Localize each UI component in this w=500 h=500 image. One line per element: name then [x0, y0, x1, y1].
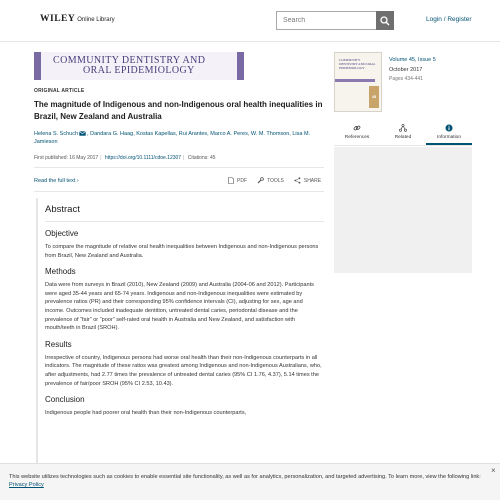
- citations-count[interactable]: Citations: 45: [187, 155, 216, 161]
- divider: [45, 221, 324, 222]
- pdf-icon: [228, 177, 234, 184]
- site-header: [0, 0, 500, 42]
- information-panel: [334, 147, 472, 273]
- journal-cover-image[interactable]: [334, 52, 382, 112]
- divider: [34, 167, 324, 168]
- section-heading-methods: Methods: [45, 267, 76, 277]
- first-published: First published: 16 May 2017: [34, 155, 99, 161]
- search-input[interactable]: [276, 11, 376, 30]
- page-range: Pages 434-441: [389, 76, 423, 82]
- issue-date: October 2017: [389, 67, 423, 73]
- login-register-link[interactable]: Login / Register: [426, 16, 472, 23]
- section-heading-objective: Objective: [45, 229, 79, 238]
- share-button[interactable]: [294, 177, 321, 184]
- divider: [34, 191, 324, 192]
- article-title: The magnitude of Indigenous and non-Indigenous oral health inequalities in Brazil, New Zealand and Australia: [34, 100, 323, 121]
- tab-information[interactable]: [426, 124, 472, 145]
- tab-information-label: Information: [437, 135, 461, 140]
- tools-button[interactable]: [257, 177, 284, 184]
- section-heading-results: Results: [45, 339, 72, 349]
- article-tools: [228, 177, 321, 184]
- share-icon: [294, 177, 301, 184]
- section-text-conclusion: Indigenous people had poorer oral health than their non-Indigenous counterparts,: [45, 410, 247, 417]
- tab-references[interactable]: [334, 124, 380, 145]
- section-heading-conclusion: Conclusion: [45, 395, 85, 405]
- tools-label: TOOLS: [267, 177, 284, 184]
- cover-title: COMMUNITY DENTISTRY AND ORAL EPIDEMIOLOGY: [339, 58, 376, 70]
- wrench-icon: [257, 177, 264, 184]
- cover-decoration: [335, 79, 375, 82]
- link-icon: [353, 124, 361, 132]
- pdf-button[interactable]: [228, 177, 247, 184]
- journal-banner[interactable]: [34, 52, 244, 80]
- author-links[interactable]: Dandara G. Haag, Kostas Kapellas, Rui Arantes, Marco A. Peres, W. M. Thomson, Lisa M. Jamieson: [34, 131, 311, 145]
- journal-banner-line1: COMMUNITY DENTISTRY AND: [53, 55, 206, 66]
- section-text-methods: Data were from surveys in Brazil (2010), New Zealand (2009) and Australia (2004-06 and 2012). Participants were aged 35-44 years and 65-74 years. Indigenous and non-Indigenous inequalities were estimated by prevalence ratios (PR) and their corresponding 95% confidence intervals (CI), adjusting for sex, age and income. Outcomes included inadequate dentition, untreated dental caries, periodontal disease and the prevalence of “fair” or “poor” self-rated oral health in Australia and New Zealand, and satisfaction with mouth/teeth in Brazil (SROH).: [45, 282, 314, 332]
- journal-banner-line2: ORAL EPIDEMIOLOGY: [83, 65, 195, 76]
- info-icon: [445, 124, 453, 132]
- publication-info: First published: 16 May 2017 | https://doi.org/10.1111/cdoe.12307 | Citations: 45: [34, 155, 216, 161]
- cookie-text: This website utilizes technologies such as cookies to enable essential site functionality, as well as for analytics, personalization, and targeted advertising. To learn more, view the following link:: [9, 474, 481, 480]
- network-icon: [399, 124, 407, 132]
- search-icon: [380, 16, 390, 26]
- close-icon[interactable]: ×: [491, 466, 496, 475]
- abstract-heading: Abstract: [45, 204, 80, 215]
- article-type: ORIGINAL ARTICLE: [34, 88, 85, 94]
- share-label: SHARE: [303, 177, 322, 184]
- side-tabs: [334, 124, 472, 146]
- search-box: [276, 11, 394, 30]
- email-icon[interactable]: [79, 131, 86, 136]
- author-link[interactable]: Helena S. Schuch: [34, 131, 79, 137]
- section-text-objective: To compare the magnitude of relative oral health inequalities between Indigenous and non-Indigenous persons from Brazil, New Zealand and Australia.: [45, 244, 319, 259]
- abstract-section: [36, 198, 324, 468]
- cookie-text-block: [9, 473, 489, 489]
- section-text-results: Irrespective of country, Indigenous persons had worse oral health than their non-Indigenous counterparts in all indicators. The magnitude of these ratios was greatest among Indigenous and non-Indigenous Australians, who, after adjustments, had 2.77 times the prevalence of untreated dental caries (95% CI 1.76, 4.37), 5.14 times the prevalence of fair/poor SROH (95% CI 2.53, 10.43).: [45, 354, 322, 387]
- search-button[interactable]: [376, 11, 394, 30]
- tab-related[interactable]: [380, 124, 426, 145]
- chevron-right-icon: ›: [76, 178, 79, 184]
- cookie-banner: [0, 463, 500, 500]
- logo-brand: WILEY: [40, 14, 76, 24]
- tab-related-label: Related: [394, 135, 412, 140]
- privacy-policy-link[interactable]: Privacy Policy: [9, 482, 44, 488]
- pdf-label: PDF: [237, 177, 247, 184]
- read-full-text-label: Read the full text: [34, 178, 76, 184]
- read-full-text-link[interactable]: [34, 178, 79, 184]
- volume-issue-link[interactable]: Volume 45, Issue 5: [389, 57, 436, 63]
- cover-badge: 45: [369, 86, 379, 108]
- wiley-logo[interactable]: [40, 14, 115, 24]
- doi-link[interactable]: https://doi.org/10.1111/cdoe.12307: [104, 155, 182, 161]
- author-list: Helena S. Schuch , Dandara G. Haag, Kostas Kapellas, Rui Arantes, Marco A. Peres, W. M. Thomson, Lisa M. Jamieson: [34, 131, 311, 145]
- logo-sub: Online Library: [77, 17, 115, 23]
- tab-references-label: References: [344, 135, 370, 140]
